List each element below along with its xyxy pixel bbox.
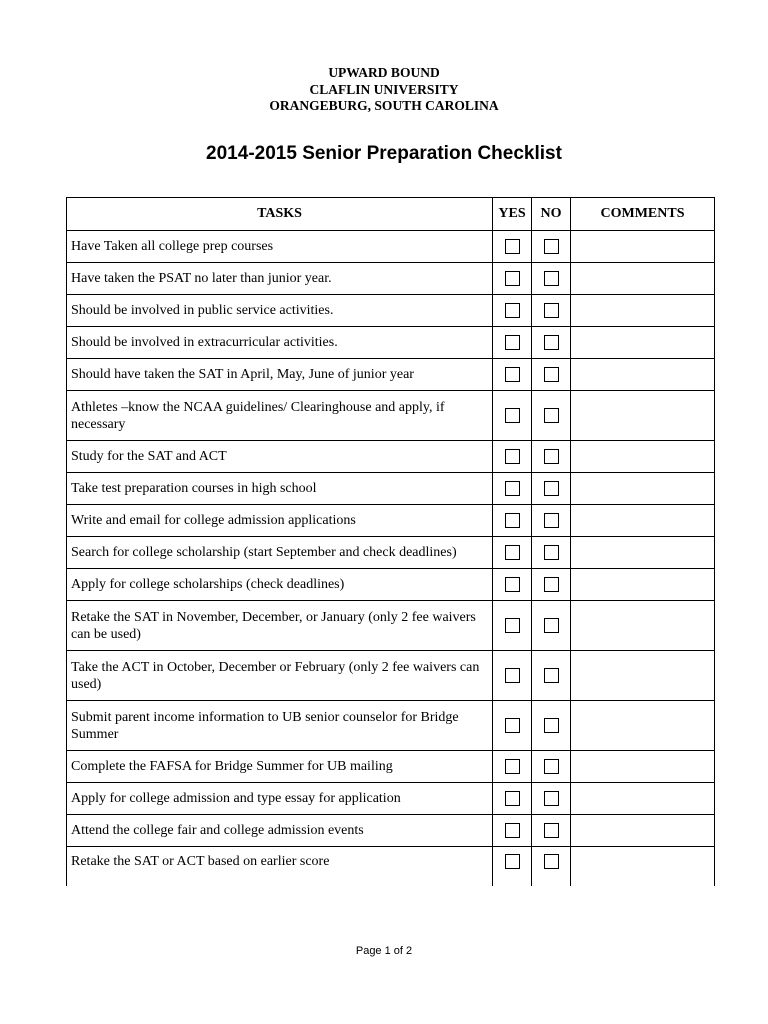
task-cell: Apply for college scholarships (check deadlines): [67, 569, 493, 601]
no-cell: [532, 473, 571, 505]
no-checkbox[interactable]: [544, 823, 559, 838]
yes-cell: [493, 505, 532, 537]
comments-cell[interactable]: [571, 651, 715, 701]
yes-checkbox[interactable]: [505, 239, 520, 254]
comments-cell[interactable]: [571, 847, 715, 887]
comments-cell[interactable]: [571, 601, 715, 651]
comments-cell[interactable]: [571, 295, 715, 327]
yes-checkbox[interactable]: [505, 367, 520, 382]
task-cell: Should have taken the SAT in April, May, June of junior year: [67, 359, 493, 391]
table-row: [67, 295, 715, 327]
task-cell: Retake the SAT in November, December, or January (only 2 fee waivers can be used): [67, 601, 493, 651]
task-cell: Retake the SAT or ACT based on earlier score: [67, 847, 493, 887]
no-cell: [532, 847, 571, 887]
no-checkbox[interactable]: [544, 618, 559, 633]
yes-checkbox[interactable]: [505, 854, 520, 869]
yes-checkbox[interactable]: [505, 618, 520, 633]
task-cell: Have Taken all college prep courses: [67, 231, 493, 263]
yes-checkbox[interactable]: [505, 823, 520, 838]
no-checkbox[interactable]: [544, 271, 559, 286]
comments-cell[interactable]: [571, 751, 715, 783]
yes-cell: [493, 327, 532, 359]
yes-checkbox[interactable]: [505, 271, 520, 286]
task-cell: Should be involved in extracurricular activities.: [67, 327, 493, 359]
no-checkbox[interactable]: [544, 718, 559, 733]
comments-cell[interactable]: [571, 231, 715, 263]
no-checkbox[interactable]: [544, 449, 559, 464]
task-cell: Write and email for college admission applications: [67, 505, 493, 537]
table-row: [67, 701, 715, 751]
no-checkbox[interactable]: [544, 408, 559, 423]
table-row: [67, 359, 715, 391]
no-cell: [532, 537, 571, 569]
no-checkbox[interactable]: [544, 759, 559, 774]
no-checkbox[interactable]: [544, 239, 559, 254]
comments-cell[interactable]: [571, 505, 715, 537]
comments-cell[interactable]: [571, 783, 715, 815]
comments-cell[interactable]: [571, 327, 715, 359]
yes-checkbox[interactable]: [505, 481, 520, 496]
yes-cell: [493, 815, 532, 847]
no-cell: [532, 601, 571, 651]
table-row: [67, 441, 715, 473]
no-cell: [532, 701, 571, 751]
table-row: [67, 263, 715, 295]
yes-checkbox[interactable]: [505, 718, 520, 733]
yes-cell: [493, 537, 532, 569]
table-row: [67, 505, 715, 537]
no-cell: [532, 505, 571, 537]
no-cell: [532, 391, 571, 441]
table-row: [67, 751, 715, 783]
task-cell: Athletes –know the NCAA guidelines/ Clearinghouse and apply, if necessary: [67, 391, 493, 441]
task-cell: Have taken the PSAT no later than junior year.: [67, 263, 493, 295]
table-header-row: [67, 198, 715, 231]
page-number: Page 1 of 2: [355, 945, 413, 957]
yes-cell: [493, 295, 532, 327]
table-row: [67, 815, 715, 847]
yes-cell: [493, 847, 532, 887]
table-row: [67, 391, 715, 441]
comments-cell[interactable]: [571, 473, 715, 505]
task-cell: Should be involved in public service activities.: [67, 295, 493, 327]
task-cell: Complete the FAFSA for Bridge Summer for UB mailing: [67, 751, 493, 783]
yes-cell: [493, 231, 532, 263]
yes-cell: [493, 359, 532, 391]
table-row: [67, 569, 715, 601]
comments-cell[interactable]: [571, 815, 715, 847]
table-row: [67, 327, 715, 359]
comments-cell[interactable]: [571, 537, 715, 569]
yes-checkbox[interactable]: [505, 791, 520, 806]
column-header-tasks: TASKS: [67, 198, 493, 231]
yes-cell: [493, 651, 532, 701]
task-cell: Attend the college fair and college admission events: [67, 815, 493, 847]
no-cell: [532, 295, 571, 327]
yes-checkbox[interactable]: [505, 335, 520, 350]
yes-cell: [493, 569, 532, 601]
comments-cell[interactable]: [571, 391, 715, 441]
no-checkbox[interactable]: [544, 303, 559, 318]
table-row: [67, 783, 715, 815]
no-checkbox[interactable]: [544, 791, 559, 806]
no-checkbox[interactable]: [544, 854, 559, 869]
no-cell: [532, 263, 571, 295]
comments-cell[interactable]: [571, 441, 715, 473]
yes-checkbox[interactable]: [505, 577, 520, 592]
no-cell: [532, 751, 571, 783]
task-cell: Take the ACT in October, December or February (only 2 fee waivers can used): [67, 651, 493, 701]
task-cell: Take test preparation courses in high school: [67, 473, 493, 505]
yes-checkbox[interactable]: [505, 759, 520, 774]
table-row: [67, 651, 715, 701]
yes-cell: [493, 263, 532, 295]
yes-cell: [493, 701, 532, 751]
comments-cell[interactable]: [571, 263, 715, 295]
no-checkbox[interactable]: [544, 668, 559, 683]
checklist-table: [66, 197, 715, 886]
yes-checkbox[interactable]: [505, 545, 520, 560]
column-header-comments: COMMENTS: [571, 198, 715, 231]
no-cell: [532, 441, 571, 473]
no-cell: [532, 651, 571, 701]
header-university: CLAFLIN UNIVERSITY: [309, 81, 459, 97]
no-cell: [532, 359, 571, 391]
yes-checkbox[interactable]: [505, 449, 520, 464]
comments-cell[interactable]: [571, 701, 715, 751]
no-cell: [532, 231, 571, 263]
yes-cell: [493, 751, 532, 783]
comments-cell[interactable]: [571, 569, 715, 601]
column-header-yes: YES: [493, 198, 532, 231]
yes-cell: [493, 783, 532, 815]
no-cell: [532, 783, 571, 815]
document-header: [0, 65, 768, 115]
yes-cell: [493, 391, 532, 441]
no-checkbox[interactable]: [544, 513, 559, 528]
comments-cell[interactable]: [571, 359, 715, 391]
task-cell: Apply for college admission and type essay for application: [67, 783, 493, 815]
no-checkbox[interactable]: [544, 545, 559, 560]
no-cell: [532, 569, 571, 601]
no-checkbox[interactable]: [544, 481, 559, 496]
table-row: [67, 537, 715, 569]
yes-cell: [493, 601, 532, 651]
yes-checkbox[interactable]: [505, 303, 520, 318]
task-cell: Study for the SAT and ACT: [67, 441, 493, 473]
table-row: [67, 473, 715, 505]
page-title: 2014-2015 Senior Preparation Checklist: [206, 143, 562, 164]
no-checkbox[interactable]: [544, 367, 559, 382]
yes-checkbox[interactable]: [505, 513, 520, 528]
yes-cell: [493, 473, 532, 505]
task-cell: Search for college scholarship (start September and check deadlines): [67, 537, 493, 569]
table-row: [67, 601, 715, 651]
table-row: [67, 231, 715, 263]
table-row: [67, 847, 715, 887]
task-cell: Submit parent income information to UB senior counselor for Bridge Summer: [67, 701, 493, 751]
header-program: UPWARD BOUND: [328, 65, 440, 80]
yes-checkbox[interactable]: [505, 408, 520, 423]
no-checkbox[interactable]: [544, 335, 559, 350]
no-cell: [532, 327, 571, 359]
yes-cell: [493, 441, 532, 473]
yes-checkbox[interactable]: [505, 668, 520, 683]
column-header-no: NO: [532, 198, 571, 231]
no-cell: [532, 815, 571, 847]
no-checkbox[interactable]: [544, 577, 559, 592]
header-location: ORANGEBURG, SOUTH CAROLINA: [269, 98, 499, 113]
